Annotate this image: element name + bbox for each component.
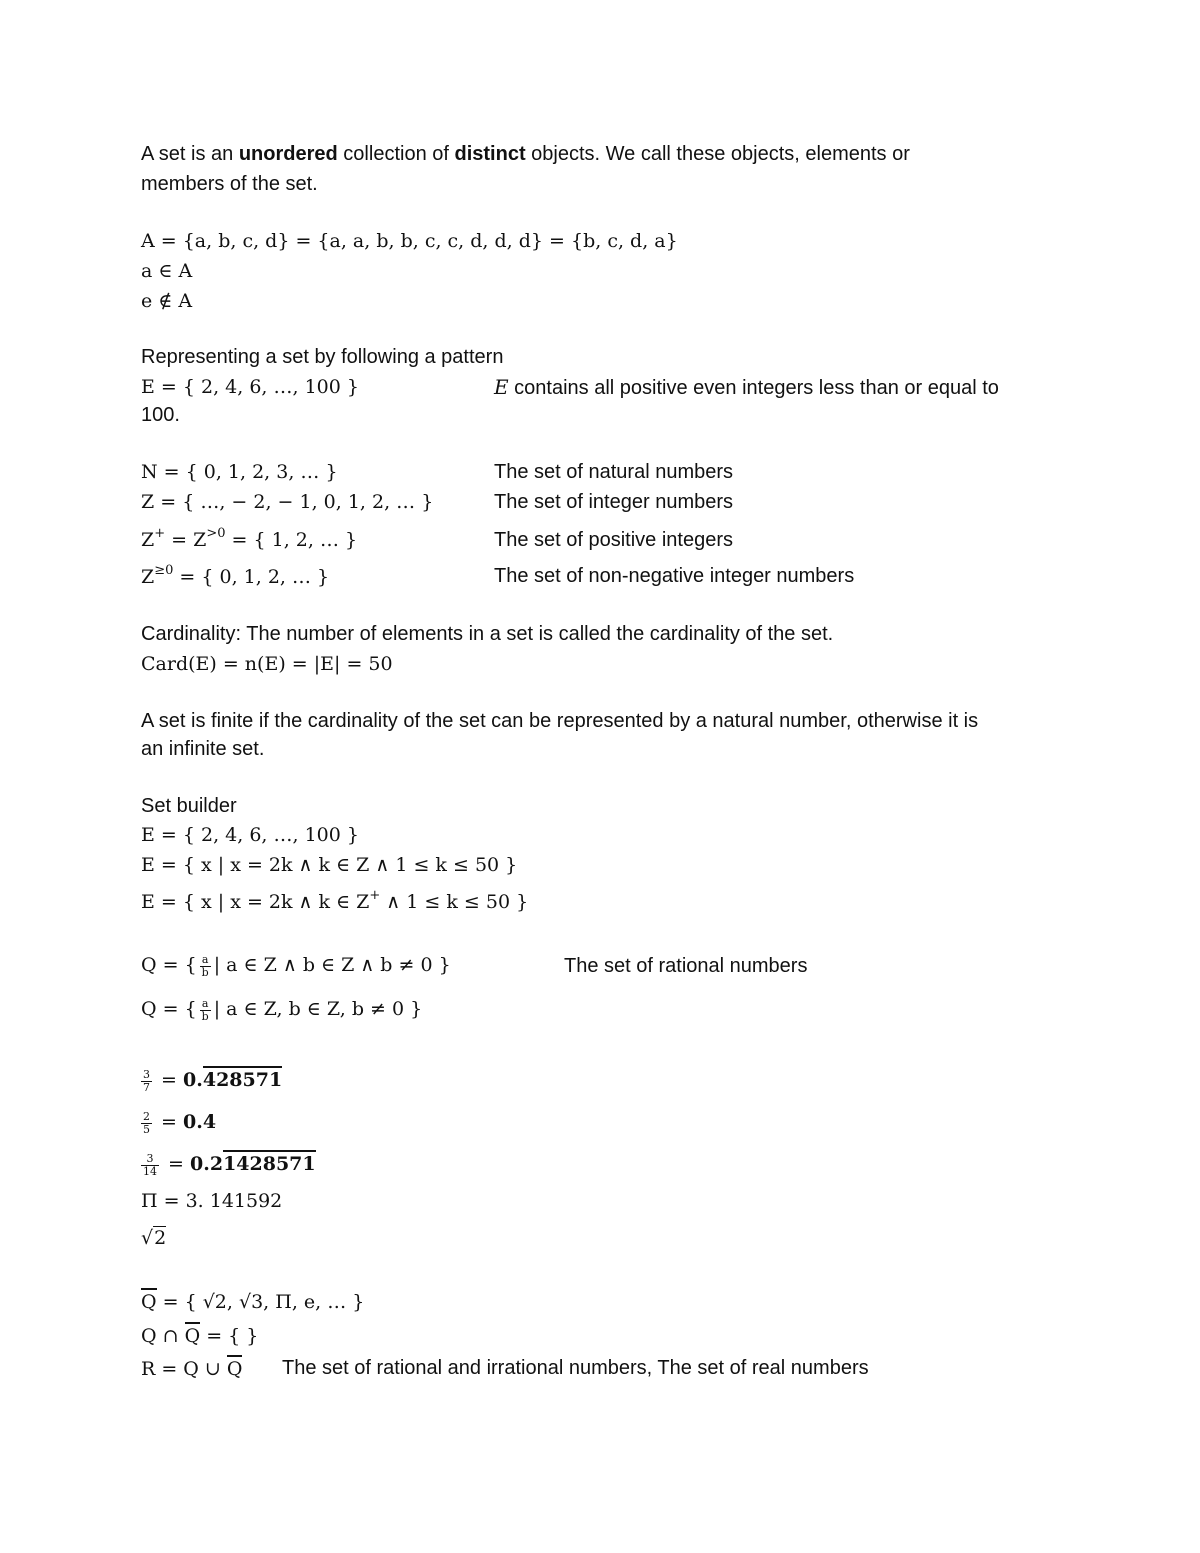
r-equals-q-union: R = Q ∪ <box>141 1358 227 1380</box>
positive-integer-set <box>141 526 357 554</box>
sup-plus: + <box>154 526 166 541</box>
non-negative-values: = { 0, 1, 2, … } <box>173 566 330 588</box>
fraction-denominator: 14 <box>143 1164 157 1178</box>
fraction-denominator: b <box>201 1009 209 1023</box>
fraction-numerator: a <box>200 954 211 967</box>
q-open: Q = { <box>141 998 197 1020</box>
pattern-heading: Representing a set by following a pattern <box>141 346 504 368</box>
builder-l3-b: ∧ 1 ≤ k ≤ 50 } <box>380 891 529 913</box>
q-condition: | a ∈ Z ∧ b ∈ Z ∧ b ≠ 0 } <box>213 954 451 976</box>
sup-gt-zero: >0 <box>206 526 226 541</box>
fraction-a-over-b <box>200 998 211 1023</box>
bold-unordered: unordered <box>238 143 338 165</box>
z-symbol: Z <box>141 566 155 588</box>
fraction-numerator: 3 <box>141 1153 159 1166</box>
natural-set: N = { 0, 1, 2, 3, … } <box>141 461 338 483</box>
repeating-digits: 1428571 <box>223 1150 316 1175</box>
set-a-non-member: e ∉ A <box>141 290 193 312</box>
sqrt-two <box>141 1224 166 1252</box>
intersection-line <box>141 1322 258 1350</box>
q-condition: | a ∈ Z, b ∈ Z, b ≠ 0 } <box>213 998 423 1020</box>
builder-line-3 <box>141 888 528 916</box>
natural-desc: The set of natural numbers <box>494 461 734 483</box>
positive-integer-desc: The set of positive integers <box>494 529 734 551</box>
decimal-2-5 <box>141 1108 216 1136</box>
fraction-denominator: b <box>201 965 209 979</box>
rational-desc: The set of rational numbers <box>564 955 808 977</box>
positive-set-values: = { 1, 2, … } <box>225 529 358 551</box>
builder-line-1: E = { 2, 4, 6, …, 100 } <box>141 824 359 846</box>
decimal-whole: 0.4 <box>183 1111 217 1133</box>
decimal-3-14 <box>141 1150 316 1178</box>
fraction-numerator: 3 <box>143 1067 150 1081</box>
sup-ge-zero: ≥0 <box>154 563 174 578</box>
pattern-e-description-2: 100. <box>141 404 180 426</box>
integer-set: Z = { …, − 2, − 1, 0, 1, 2, … } <box>141 491 434 513</box>
intro-line-1 <box>141 140 910 169</box>
non-negative-set <box>141 563 329 591</box>
fraction-denominator: 5 <box>143 1122 150 1136</box>
q-open: Q = { <box>141 954 197 976</box>
builder-heading: Set builder <box>141 795 237 817</box>
pattern-e-var: E <box>494 375 509 399</box>
cardinality-formula: Card(E) = n(E) = |E| = 50 <box>141 653 393 675</box>
q-bar-symbol: Q <box>141 1288 157 1313</box>
pattern-e-description <box>494 373 999 403</box>
set-a-member: a ∈ A <box>141 260 193 282</box>
intro-text-a: A set is an <box>141 143 239 165</box>
cardinality-text: Cardinality: The number of elements in a set is called the cardinality of the set. <box>141 623 834 645</box>
builder-l3-a: E = { x | x = 2k ∧ k ∈ Z <box>141 891 370 913</box>
finite-line-1: A set is finite if the cardinality of the set can be represented by a natural number, otherwise it is <box>141 710 979 732</box>
empty-set: = { } <box>200 1325 259 1347</box>
fraction-denominator: 7 <box>143 1080 150 1094</box>
rational-set-2 <box>141 995 422 1023</box>
equals-sign: = <box>155 1069 183 1091</box>
irrational-set <box>141 1288 364 1316</box>
fraction <box>141 1111 152 1136</box>
set-a-equation: A = {a, b, c, d} = {a, a, b, b, c, c, d, d, d} = {b, c, d, a} <box>141 230 678 252</box>
z-symbol-2: = Z <box>165 529 207 551</box>
real-union-line <box>141 1355 242 1383</box>
decimal-whole: 0. <box>183 1069 203 1091</box>
pattern-e-desc: contains all positive even integers less than or equal to <box>508 377 999 399</box>
finite-line-2: an infinite set. <box>141 738 265 760</box>
real-numbers-desc: The set of rational and irrational numbers, The set of real numbers <box>282 1357 869 1379</box>
intro-text-c: objects. We call these objects, elements or <box>525 143 910 165</box>
non-negative-desc: The set of non-negative integer numbers <box>494 565 855 587</box>
radicand: 2 <box>154 1227 167 1249</box>
decimal-plain-digit: 2 <box>209 1153 224 1175</box>
intro-line-2: members of the set. <box>141 173 318 195</box>
intro-text-b: collection of <box>337 143 455 165</box>
fraction <box>141 1153 159 1178</box>
sup-plus: + <box>369 888 381 903</box>
irrational-values: = { √2, √3, Π, e, … } <box>156 1291 365 1313</box>
integer-desc: The set of integer numbers <box>494 491 734 513</box>
builder-line-2: E = { x | x = 2k ∧ k ∈ Z ∧ 1 ≤ k ≤ 50 } <box>141 854 518 876</box>
decimal-3-7 <box>141 1066 282 1094</box>
fraction-a-over-b <box>200 954 211 979</box>
q-bar-symbol: Q <box>227 1355 243 1380</box>
decimal-whole: 0. <box>190 1153 210 1175</box>
z-symbol: Z <box>141 529 155 551</box>
equals-sign: = <box>162 1153 190 1175</box>
bold-distinct: distinct <box>454 143 526 165</box>
equals-sign: = <box>155 1111 183 1133</box>
repeating-digits: 428571 <box>203 1066 282 1091</box>
pattern-e-set: E = { 2, 4, 6, …, 100 } <box>141 376 359 398</box>
fraction <box>141 1069 152 1094</box>
pi-value: Π = 3. 141592 <box>141 1190 283 1212</box>
q-intersection: Q ∩ <box>141 1325 185 1347</box>
sqrt-symbol: √ <box>141 1227 154 1249</box>
q-bar-symbol: Q <box>185 1322 201 1347</box>
rational-set-1 <box>141 951 451 979</box>
fraction-numerator: 2 <box>143 1109 150 1123</box>
fraction-numerator: a <box>200 998 211 1011</box>
